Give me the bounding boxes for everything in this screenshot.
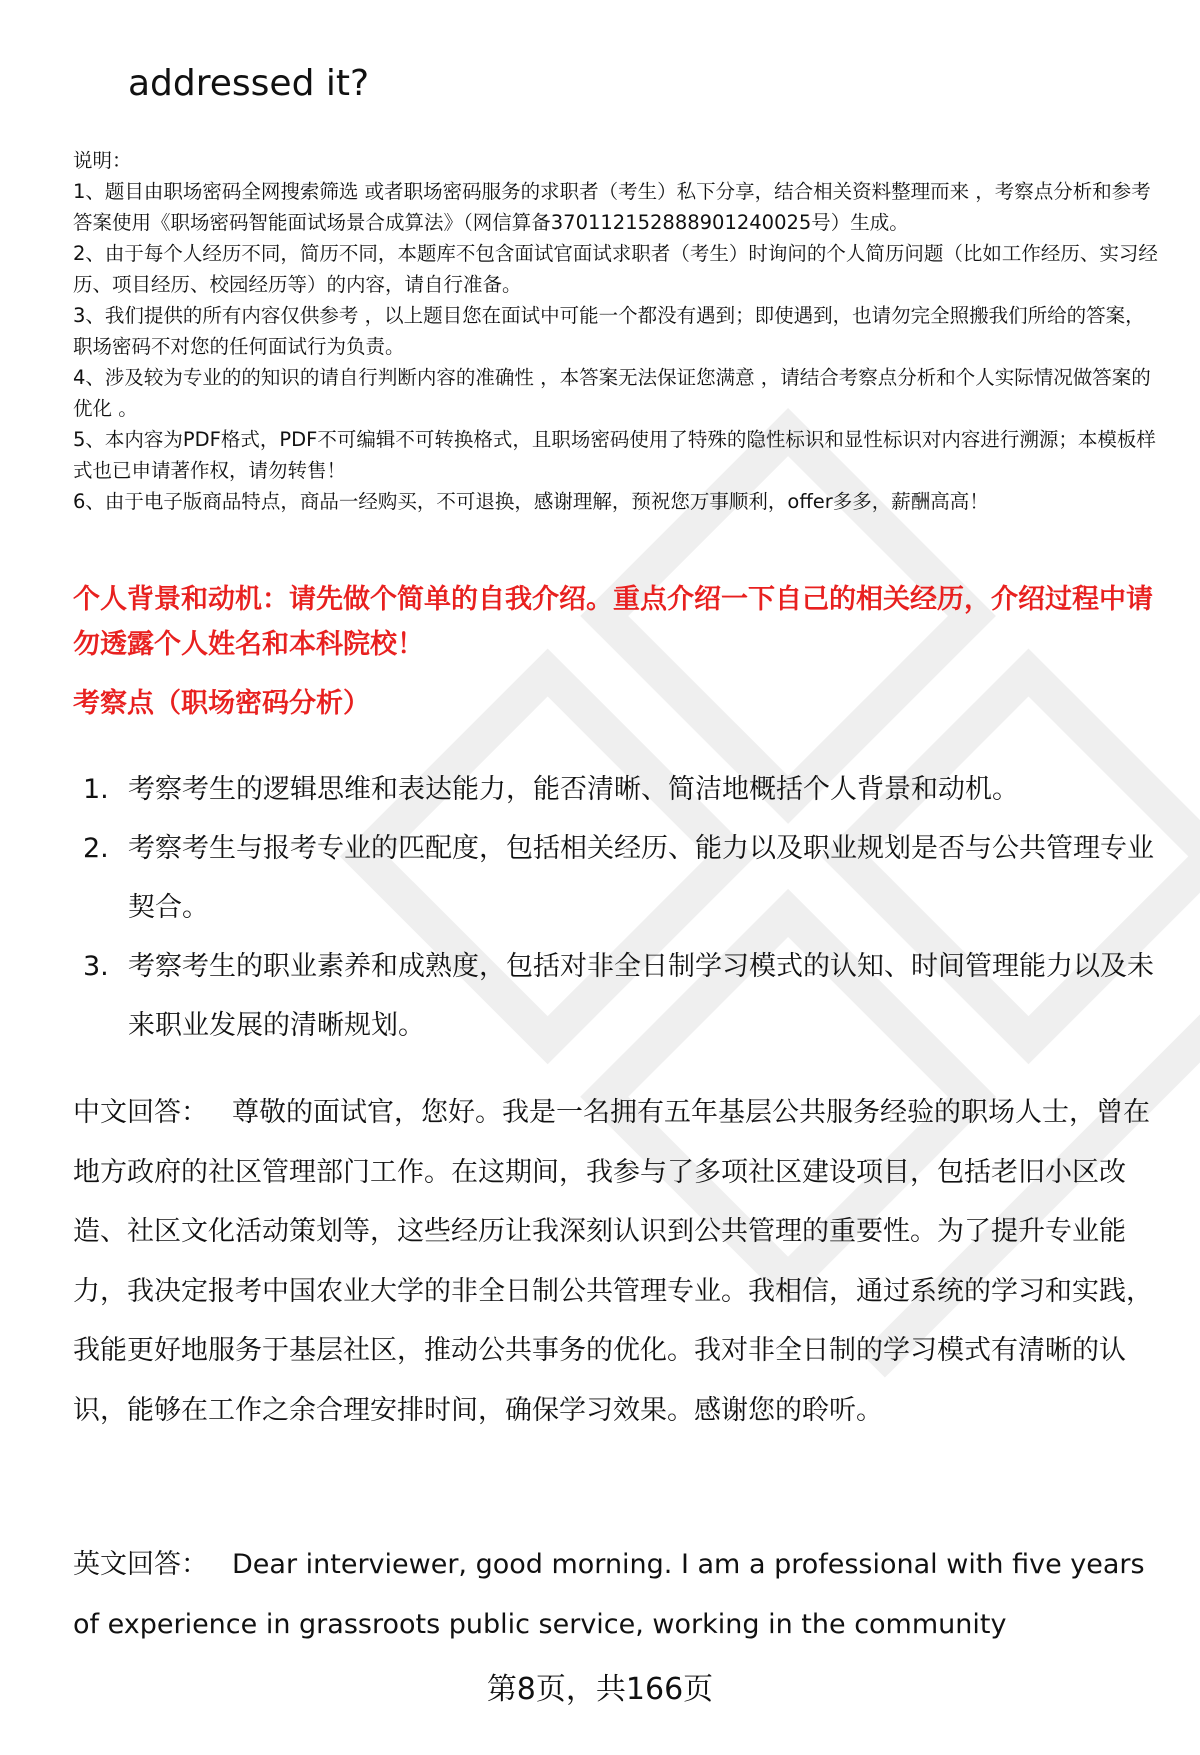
english-answer <box>73 1535 1158 1654</box>
note-item: 6、由于电子版商品特点，商品一经购买，不可退换，感谢理解，预祝您万事顺利，offer多多，薪酬高高！ <box>73 490 989 513</box>
analysis-points-list <box>73 760 1158 1055</box>
point-text: 考察考生的职业素养和成熟度，包括对非全日制学习模式的认知、时间管理能力以及未来职业发展的清晰规划。 <box>128 951 1154 1041</box>
page-footer: 第8页，共166页 <box>486 1672 714 1707</box>
analysis-point <box>73 819 1158 937</box>
point-text: 考察考生的逻辑思维和表达能力，能否清晰、简洁地概括个人背景和动机。 <box>128 774 1019 805</box>
point-text: 考察考生与报考专业的匹配度，包括相关经历、能力以及职业规划是否与公共管理专业契合。 <box>128 833 1154 923</box>
interview-question: 个人背景和动机：请先做个简单的自我介绍。重点介绍一下自己的相关经历，介绍过程中请勿透露个人姓名和本科院校！ <box>73 584 1153 660</box>
analysis-point <box>73 760 1158 819</box>
note-item: 5、本内容为PDF格式，PDF不可编辑不可转换格式，且职场密码使用了特殊的隐性标识和显性标识对内容进行溯源；本模板样式也已申请著作权，请勿转售！ <box>73 428 1156 482</box>
chinese-answer <box>73 1083 1158 1440</box>
note-item: 2、由于每个人经历不同，简历不同，本题库不包含面试官面试求职者（考生）时询问的个人简历问题（比如工作经历、实习经历、项目经历、校园经历等）的内容，请自行准备。 <box>73 242 1158 296</box>
english-answer-text: Dear interviewer, good morning. I am a professional with five years of experience in grassroots public service, working in the community <box>73 1549 1145 1640</box>
notes-block <box>73 145 1158 517</box>
chinese-answer-text: 尊敬的面试官，您好。我是一名拥有五年基层公共服务经验的职场人士，曾在地方政府的社区管理部门工作。在这期间，我参与了多项社区建设项目，包括老旧小区改造、社区文化活动策划等，这些经历让我深刻认识到公共管理的重要性。为了提升专业能力，我决定报考中国农业大学的非全日制公共管理专业。我相信，通过系统的学习和实践，我能更好地服务于基层社区，推动公共事务的优化。我对非全日制的学习模式有清晰的认识，能够在工作之余合理安排时间，确保学习效果。感谢您的聆听。 <box>73 1097 1153 1426</box>
notes-title: 说明： <box>73 149 132 172</box>
note-item: 4、涉及较为专业的的知识的请自行判断内容的准确性 ，本答案无法保证您满意 ，请结合考察点分析和个人实际情况做答案的优化 。 <box>73 366 1151 420</box>
point-number: 1. <box>83 774 109 805</box>
note-item: 3、我们提供的所有内容仅供参考 ，以上题目您在面试中可能一个都没有遇到；即使遇到，也请勿完全照搬我们所给的答案，职场密码不对您的任何面试行为负责。 <box>73 304 1145 358</box>
point-number: 2. <box>83 833 109 864</box>
analysis-point <box>73 937 1158 1055</box>
english-answer-label: 英文回答： <box>73 1549 208 1580</box>
point-number: 3. <box>83 951 109 982</box>
continued-question-text: addressed it? <box>128 63 370 104</box>
analysis-section-title: 考察点（职场密码分析） <box>73 688 370 719</box>
note-item: 1、题目由职场密码全网搜索筛选 或者职场密码服务的求职者（考生）私下分享，结合相关资料整理而来 ，考察点分析和参考答案使用《职场密码智能面试场景合成算法》（网信算备370112152888901240025号）生成。 <box>73 180 1151 234</box>
chinese-answer-label: 中文回答： <box>73 1097 208 1128</box>
